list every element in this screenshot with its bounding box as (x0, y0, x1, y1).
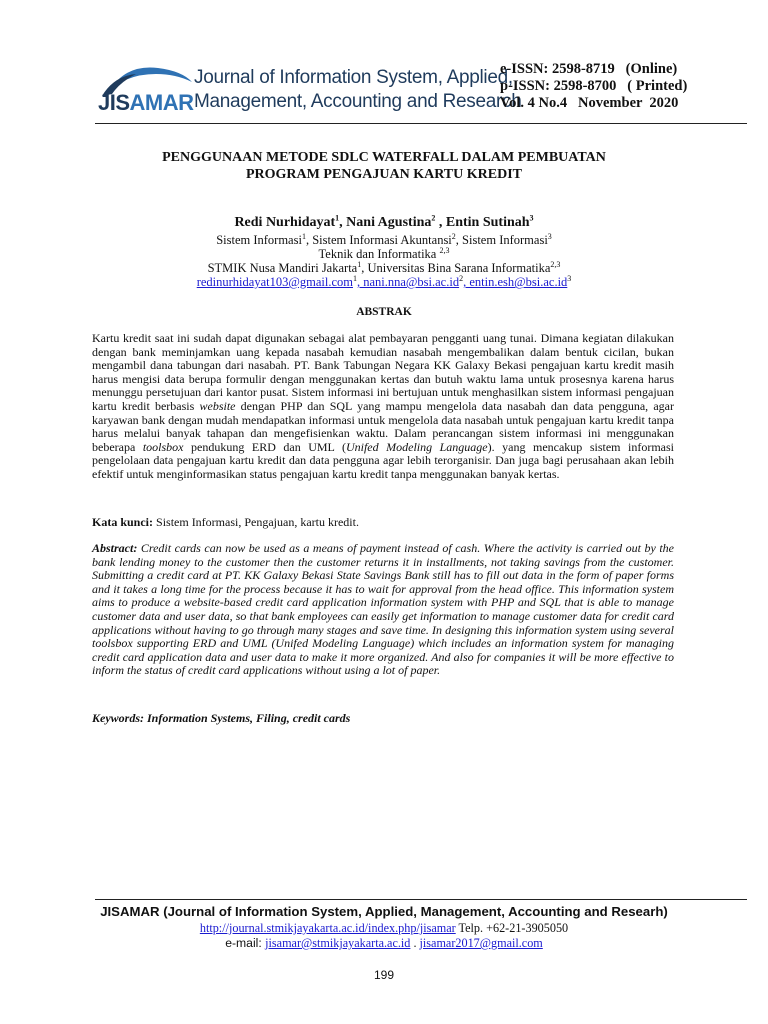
abstrak-italic-term: toolsbox (142, 439, 184, 454)
affiliation-superscript: 2,3 (439, 245, 450, 255)
journal-email-link-2[interactable]: jisamar2017@gmail.com (419, 936, 543, 950)
author-superscript: 3 (529, 213, 534, 223)
author-name: Redi Nurhidayat (234, 215, 336, 230)
title-line2: PROGRAM PENGAJUAN KARTU KREDIT (245, 167, 522, 182)
author-superscript: 2 (431, 213, 436, 223)
article-title (96, 149, 672, 183)
affiliation-superscript: 2,3 (550, 259, 561, 269)
header-divider (95, 123, 747, 124)
affiliation-programs (96, 233, 672, 248)
journal-url-link[interactable]: http://journal.stmikjayakarta.ac.id/index.php/jisamar (199, 921, 456, 935)
abstrak-italic-term: Unifed Modeling Language (345, 439, 488, 454)
journal-email-link[interactable]: jisamar@stmikjayakarta.ac.id (265, 936, 411, 950)
abstrak-italic-term: website (199, 398, 236, 413)
email-link[interactable]: , nani.nna@bsi.ac.id (356, 275, 460, 289)
affiliation-superscript: 2 (451, 231, 456, 241)
footer-email-separator: . (410, 936, 420, 950)
email-superscript: 3 (567, 273, 572, 283)
abstrak-text: ). yang mencakup sistem informasi pengelolaan data pengajuan kartu kredit dan data pengguna agar lebih terorganisir. Dan juga bagi perusahaan akan lebih efektif untuk menginformasikan status pengajuan kartu kredit tanpa menggunakan banyak kertas. (92, 439, 674, 481)
footer-telephone: Telp. +62-21-3905050 (455, 921, 569, 935)
affiliation-text: , Universitas Bina Sarana Informatika (361, 261, 551, 275)
email-link[interactable]: redinurhidayat103@gmail.com (196, 275, 353, 289)
journal-header (0, 0, 768, 125)
abstrak-heading: ABSTRAK (356, 306, 412, 318)
affiliation-superscript: 1 (357, 259, 362, 269)
pissn-label: p-ISSN: 2598-8700 ( Printed) (500, 78, 688, 94)
abstrak-paragraph (92, 332, 674, 482)
keywords: Keywords: Information Systems, Filing, credit cards (92, 711, 351, 725)
author-name: , Nani Agustina (339, 215, 432, 230)
abstract-text: Credit cards can now be used as a means of payment instead of cash. Where the activity is carried out by the bank lending money to the customer then the customer returns it in installments, not taking savings from the customer. Submitting a credit card at PT. KK Galaxy Bekasi State Savings Bank still has to fill out data in the form of paper forms and it takes a long time for the process because it has to wait for approval from the head office. This information system aims to produce a website-based credit card application information system with PHP and SQL that is able to manage customer data and user data, so that bank employees can easily get information to manage customer data for credit card applications without having to go through many stages and save time. In designing this information system using several toolsbox supporting ERD and UML (Unifed Modeling Language) which includes an information system for managing credit card application data and user data to make it more organized. And also for companies it will be more effective to inform the status of credit card applications without using a lot of paper. (92, 541, 674, 678)
abstrak-text: pendukung ERD dan UML ( (183, 439, 346, 454)
author-list (96, 215, 672, 231)
author-emails (96, 275, 672, 290)
abstract-paragraph (92, 542, 674, 678)
volume-label: Vol. 4 No.4 November 2020 (500, 95, 679, 111)
email-link[interactable]: , entin.esh@bsi.ac.id (463, 275, 568, 289)
logo-wordmark (98, 90, 194, 116)
page-number: 199 (373, 968, 395, 982)
eissn-label: e-ISSN: 2598-8719 (Online) (500, 61, 678, 77)
kata-kunci-value: Sistem Informasi, Pengajuan, kartu kredit. (153, 515, 359, 529)
footer-divider (95, 899, 747, 900)
kata-kunci-label: Kata kunci: (92, 515, 154, 529)
affiliation-text: , Sistem Informasi Akuntansi (305, 233, 452, 247)
affiliation-text: , Sistem Informasi (455, 233, 548, 247)
affiliation-text: Teknik dan Informatika (318, 247, 440, 261)
affiliation-superscript: 3 (547, 231, 552, 241)
author-superscript: 1 (335, 213, 340, 223)
footer-email-line (96, 936, 672, 951)
affiliation-faculty (96, 247, 672, 262)
abstrak-text: Kartu kredit saat ini sudah dapat digunakan sebagai alat pembayaran pengganti uang tunai. Dimana kegiatan dilakukan dengan bank meminjamkan uang kepada nasabah kemudian nasabah mengembalikan dalam bentuk cicilan, bukan mengambil dana tabungan dari nasabah. PT. Bank Tabungan Negara KK Galaxy Bekasi pengajuan kartu kredit masih harus mengisi data berupa formulir dengan menggunakan kertas dan butuh waktu lama untuk prosesnya karena harus menunggu persetujuan dari kantor pusat. Sistem informasi ini bertujuan untuk menghasilkan sistem informasi pengajuan kartu kredit berbasis (92, 331, 674, 413)
affiliation-superscript: 1 (301, 231, 306, 241)
journal-name-line2: Management, Accounting and Research (194, 91, 522, 112)
logo-wordmark-part2: AMAR (129, 90, 194, 115)
author-name: , Entin Sutinah (435, 215, 530, 230)
abstrak-text: dengan PHP dan SQL yang mampu mengelola data nasabah dan data pengguna, agar karyawan bank dengan mudah mendapatkan informasi untuk mengelola data nasabah untuk pengajuan kartu kredit tanpa harus melalui banyak tahapan dan mengefisienkan waktu. Dalam perancangan sistem informasi ini menggunakan beberapa (92, 398, 675, 454)
logo-wordmark-part1: JIS (98, 90, 130, 115)
title-line1: PENGGUNAAN METODE SDLC WATERFALL DALAM PEMBUATAN (162, 150, 606, 165)
footer-journal-title: JISAMAR (Journal of Information System, Applied, Management, Accounting and Researh) (100, 904, 668, 919)
kata-kunci (92, 515, 674, 530)
footer-contact-line (96, 921, 672, 936)
email-superscript: 1 (352, 273, 357, 283)
affiliation-text: STMIK Nusa Mandiri Jakarta (207, 261, 358, 275)
footer-email-label: e-mail: (225, 936, 266, 950)
affiliation-text: Sistem Informasi (216, 233, 302, 247)
journal-name-line1: Journal of Information System, Applied, (194, 67, 513, 88)
affiliation-institutions (96, 261, 672, 276)
email-superscript: 2 (459, 273, 464, 283)
abstract-label: Abstract: (92, 541, 138, 555)
